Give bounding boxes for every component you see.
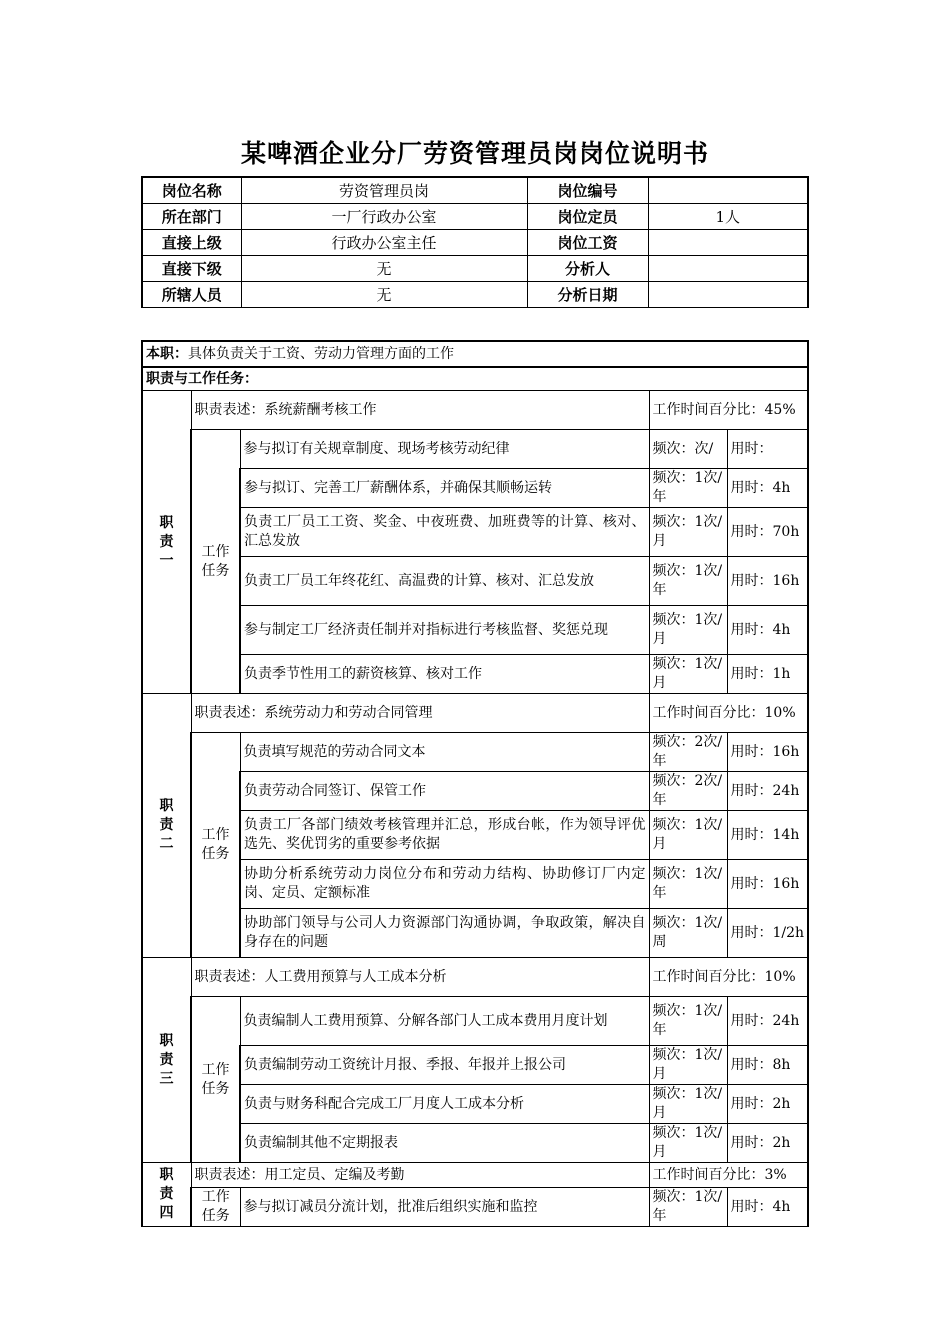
duty-name	[142, 391, 191, 694]
field-value: 1人	[648, 204, 808, 230]
task-frequency: 频次：1次/月	[649, 1085, 727, 1124]
task-label-text: 工作任务	[201, 1189, 230, 1224]
field-value: 无	[241, 256, 527, 282]
info-row	[142, 177, 808, 204]
duty-text: 具体负责关于工资、劳动力管理方面的工作	[188, 345, 454, 362]
field-value: 无	[241, 282, 527, 308]
task-frequency: 频次：1次/年	[649, 557, 727, 606]
task-row	[142, 1085, 808, 1124]
time-percentage: 工作时间百分比：10%	[649, 958, 808, 997]
task-label	[191, 733, 240, 958]
task-duration: 用时：1h	[727, 655, 808, 694]
duty-name-text: 职责四	[159, 1167, 174, 1221]
task-row	[142, 1046, 808, 1085]
task-text: 协助部门领导与公司人力资源部门沟通协调，争取政策，解决自身存在的问题	[240, 909, 649, 958]
task-frequency: 频次：1次/周	[649, 909, 727, 958]
task-frequency: 频次：1次/年	[649, 997, 727, 1046]
task-duration: 用时：2h	[727, 1085, 808, 1124]
task-row	[142, 430, 808, 469]
task-text: 负责工厂各部门绩效考核管理并汇总，形成台帐，作为领导评优选先、奖优罚劣的重要参考依据	[240, 811, 649, 860]
field-value: 一厂行政办公室	[241, 204, 527, 230]
task-row	[142, 860, 808, 909]
field-label: 岗位编号	[527, 177, 648, 204]
field-label: 岗位工资	[527, 230, 648, 256]
field-value	[648, 256, 808, 282]
task-frequency: 频次：2次/年	[649, 772, 727, 811]
task-duration: 用时：4h	[727, 606, 808, 655]
task-duration: 用时：1/2h	[727, 909, 808, 958]
basic-info-table	[141, 176, 809, 308]
duty-label: 本职：	[146, 345, 188, 362]
task-label-text: 工作任务	[201, 827, 230, 862]
duty-name	[142, 1163, 191, 1227]
field-value	[648, 177, 808, 204]
section-title: 职责与工作任务：	[142, 367, 808, 391]
field-label: 岗位定员	[527, 204, 648, 230]
task-duration: 用时：14h	[727, 811, 808, 860]
task-text: 参与拟订、完善工厂薪酬体系，并确保其顺畅运转	[240, 469, 649, 508]
task-duration: 用时：24h	[727, 997, 808, 1046]
task-label-text: 工作任务	[201, 543, 230, 579]
field-label: 直接下级	[142, 256, 241, 282]
duty-name-text: 职责一	[159, 514, 174, 569]
task-row	[142, 733, 808, 772]
task-text: 负责季节性用工的薪资核算、核对工作	[240, 655, 649, 694]
duty-desc-row	[142, 958, 808, 997]
field-value	[648, 282, 808, 308]
task-label-text: 工作任务	[201, 1061, 230, 1097]
field-label: 所辖人员	[142, 282, 241, 308]
field-value: 行政办公室主任	[241, 230, 527, 256]
info-row	[142, 204, 808, 230]
task-text: 负责与财务科配合完成工厂月度人工成本分析	[240, 1085, 649, 1124]
task-text: 参与制定工厂经济责任制并对指标进行考核监督、奖惩兑现	[240, 606, 649, 655]
field-label: 分析日期	[527, 282, 648, 308]
task-frequency: 频次：1次/月	[649, 1124, 727, 1163]
task-duration: 用时：4h	[727, 469, 808, 508]
task-row	[142, 772, 808, 811]
task-text: 负责编制人工费用预算、分解各部门人工成本费用月度计划	[240, 997, 649, 1046]
duty-description: 职责表述：系统薪酬考核工作	[191, 391, 649, 430]
task-row	[142, 508, 808, 557]
task-text: 参与拟订减员分流计划，批准后组织实施和监控	[240, 1188, 649, 1227]
task-duration: 用时：70h	[727, 508, 808, 557]
time-percentage: 工作时间百分比：45%	[649, 391, 808, 430]
task-duration: 用时：4h	[727, 1188, 808, 1227]
task-row	[142, 469, 808, 508]
duty-cell	[142, 341, 808, 367]
duty-desc-row	[142, 1163, 808, 1188]
section-title-row	[142, 367, 808, 391]
field-value: 劳资管理员岗	[241, 177, 527, 204]
task-row	[142, 909, 808, 958]
task-row	[142, 811, 808, 860]
task-text: 负责工厂员工工资、奖金、中夜班费、加班费等的计算、核对、汇总发放	[240, 508, 649, 557]
info-row	[142, 230, 808, 256]
task-text: 负责工厂员工年终花红、高温费的计算、核对、汇总发放	[240, 557, 649, 606]
task-duration: 用时：	[727, 430, 808, 469]
field-label: 分析人	[527, 256, 648, 282]
duty-desc-row	[142, 391, 808, 430]
info-row	[142, 256, 808, 282]
task-label	[191, 430, 240, 694]
task-text: 参与拟订有关规章制度、现场考核劳动纪律	[240, 430, 649, 469]
duties-table	[141, 340, 809, 1227]
duty-row	[142, 341, 808, 367]
duty-desc-row	[142, 694, 808, 733]
task-frequency: 频次：次/	[649, 430, 727, 469]
task-duration: 用时：16h	[727, 557, 808, 606]
task-frequency: 频次：1次/年	[649, 469, 727, 508]
duty-description: 职责表述：用工定员、定编及考勤	[191, 1163, 649, 1188]
duty-description: 职责表述：系统劳动力和劳动合同管理	[191, 694, 649, 733]
task-text: 负责填写规范的劳动合同文本	[240, 733, 649, 772]
task-row	[142, 1124, 808, 1163]
task-frequency: 频次：1次/月	[649, 508, 727, 557]
task-frequency: 频次：1次/月	[649, 811, 727, 860]
task-row	[142, 655, 808, 694]
time-percentage: 工作时间百分比：10%	[649, 694, 808, 733]
task-row	[142, 557, 808, 606]
field-label: 所在部门	[142, 204, 241, 230]
task-frequency: 频次：2次/年	[649, 733, 727, 772]
task-row	[142, 606, 808, 655]
duty-name	[142, 958, 191, 1163]
task-duration: 用时：8h	[727, 1046, 808, 1085]
duty-description: 职责表述：人工费用预算与人工成本分析	[191, 958, 649, 997]
task-text: 负责劳动合同签订、保管工作	[240, 772, 649, 811]
page-title: 某啤酒企业分厂劳资管理员岗岗位说明书	[240, 139, 709, 168]
task-row	[142, 1188, 808, 1227]
task-frequency: 频次：1次/月	[649, 606, 727, 655]
duty-name	[142, 694, 191, 958]
task-duration: 用时：2h	[727, 1124, 808, 1163]
task-text: 负责编制劳动工资统计月报、季报、年报并上报公司	[240, 1046, 649, 1085]
task-duration: 用时：24h	[727, 772, 808, 811]
task-frequency: 频次：1次/月	[649, 655, 727, 694]
time-percentage: 工作时间百分比：3%	[649, 1163, 808, 1188]
info-row	[142, 282, 808, 308]
task-label	[191, 1188, 240, 1227]
duty-name-text: 职责二	[159, 798, 174, 852]
task-duration: 用时：16h	[727, 733, 808, 772]
field-value	[648, 230, 808, 256]
task-row	[142, 997, 808, 1046]
task-frequency: 频次：1次/年	[649, 1188, 727, 1227]
task-frequency: 频次：1次/年	[649, 860, 727, 909]
field-label: 岗位名称	[142, 177, 241, 204]
task-text: 协助分析系统劳动力岗位分布和劳动力结构、协助修订厂内定岗、定员、定额标准	[240, 860, 649, 909]
field-label: 直接上级	[142, 230, 241, 256]
task-text: 负责编制其他不定期报表	[240, 1124, 649, 1163]
task-frequency: 频次：1次/月	[649, 1046, 727, 1085]
duty-name-text: 职责三	[159, 1032, 174, 1087]
task-label	[191, 997, 240, 1163]
task-duration: 用时：16h	[727, 860, 808, 909]
